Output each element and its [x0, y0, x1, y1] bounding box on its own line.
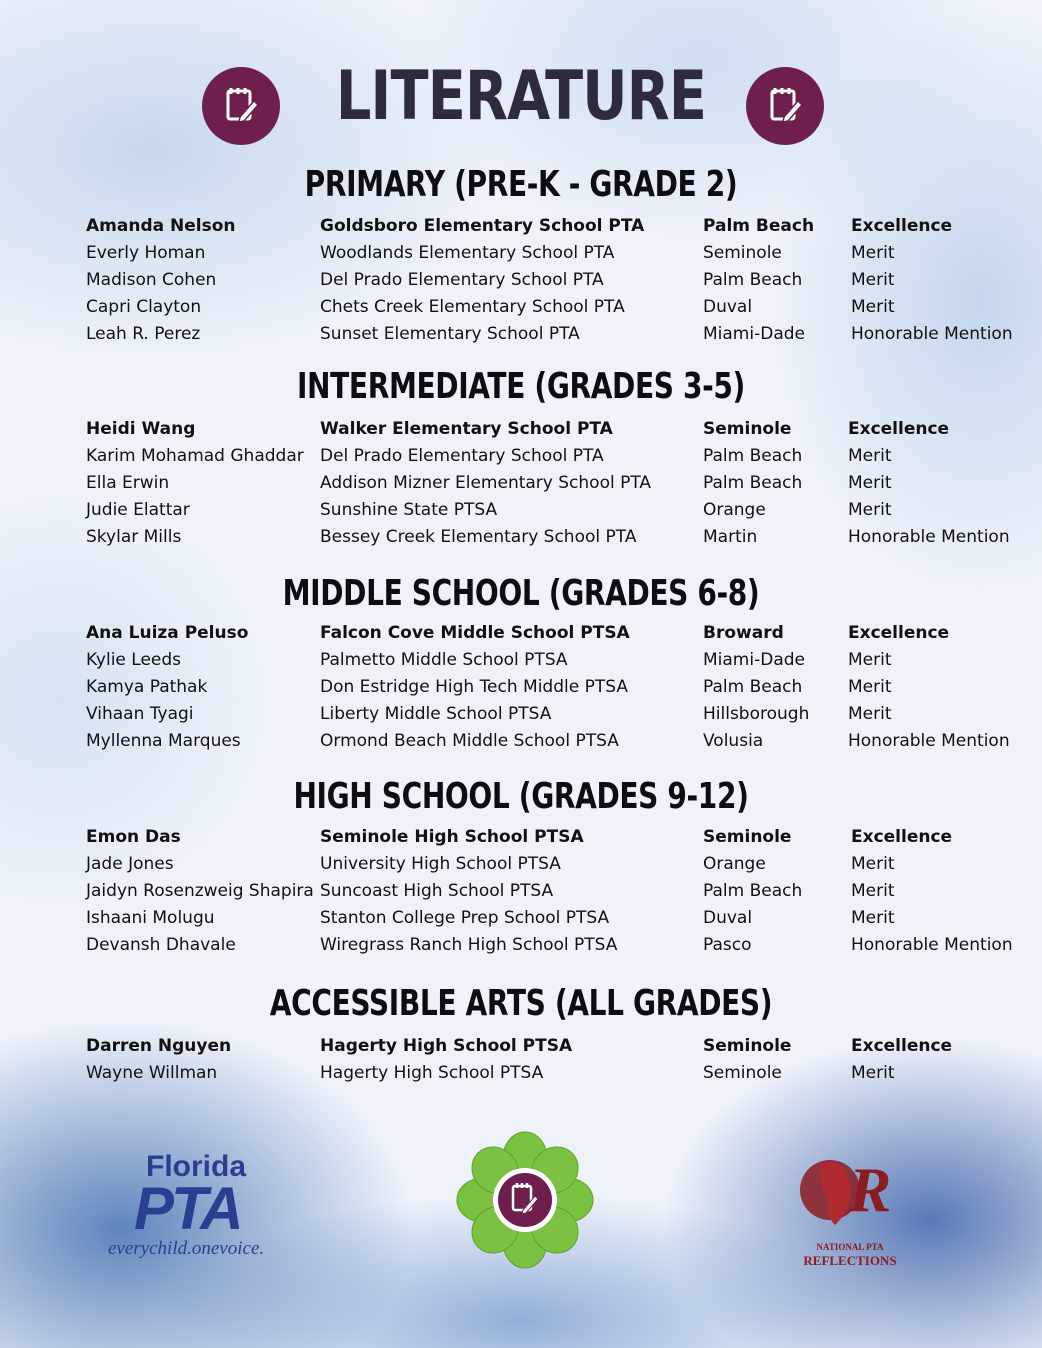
county: Orange: [703, 854, 766, 874]
student-name: Capri Clayton: [86, 297, 202, 317]
award-list: [0, 1033, 1042, 1087]
award-list: [0, 416, 1042, 551]
school-name: Del Prado Elementary School PTA: [320, 270, 604, 290]
award: Merit: [851, 1063, 895, 1083]
school-name: Walker Elementary School PTA: [320, 419, 613, 439]
award: Merit: [851, 908, 895, 928]
table-row: [0, 701, 1042, 728]
reflections-logo: [790, 1145, 920, 1275]
school-name: Liberty Middle School PTSA: [320, 704, 552, 724]
section-heading: PRIMARY (PRE-K - GRADE 2): [304, 164, 738, 205]
award: Merit: [848, 677, 892, 697]
student-name: Madison Cohen: [86, 270, 217, 290]
section-heading: MIDDLE SCHOOL (GRADES 6-8): [282, 573, 760, 614]
award: Merit: [851, 297, 895, 317]
school-name: Hagerty High School PTSA: [320, 1036, 573, 1056]
student-name: Karim Mohamad Ghaddar: [86, 446, 304, 466]
award: Merit: [848, 446, 892, 466]
school-name: Hagerty High School PTSA: [320, 1063, 544, 1083]
school-name: Bessey Creek Elementary School PTA: [320, 527, 637, 547]
county: Broward: [703, 623, 784, 643]
county: Seminole: [703, 1036, 792, 1056]
award: Honorable Mention: [848, 731, 1010, 751]
student-name: Skylar Mills: [86, 527, 182, 547]
county: Palm Beach: [703, 677, 803, 697]
student-name: Vihaan Tyagi: [86, 704, 194, 724]
notepad-pencil-icon: [746, 67, 824, 145]
school-name: Palmetto Middle School PTSA: [320, 650, 568, 670]
award: Excellence: [851, 827, 953, 847]
table-row: [0, 443, 1042, 470]
table-row: [0, 267, 1042, 294]
table-row: [0, 674, 1042, 701]
award-list: [0, 620, 1042, 755]
table-row: [0, 824, 1042, 851]
school-name: Suncoast High School PTSA: [320, 881, 554, 901]
student-name: Wayne Willman: [86, 1063, 218, 1083]
reflections-letter: R: [848, 1154, 892, 1225]
school-name: Woodlands Elementary School PTA: [320, 243, 615, 263]
table-row: [0, 240, 1042, 267]
county: Miami-Dade: [703, 324, 805, 344]
award: Excellence: [851, 216, 953, 236]
award: Merit: [848, 473, 892, 493]
table-row: [0, 416, 1042, 443]
award: Honorable Mention: [848, 527, 1010, 547]
award: Honorable Mention: [851, 324, 1013, 344]
county: Palm Beach: [703, 216, 815, 236]
county: Palm Beach: [703, 446, 803, 466]
county: Volusia: [703, 731, 764, 751]
school-name: Stanton College Prep School PTSA: [320, 908, 610, 928]
table-row: [0, 728, 1042, 755]
county: Pasco: [703, 935, 752, 955]
school-name: Falcon Cove Middle School PTSA: [320, 623, 630, 643]
student-name: Devansh Dhavale: [86, 935, 236, 955]
school-name: Ormond Beach Middle School PTSA: [320, 731, 619, 751]
award: Honorable Mention: [851, 935, 1013, 955]
award: Merit: [848, 500, 892, 520]
student-name: Judie Elattar: [86, 500, 190, 520]
award: Merit: [848, 704, 892, 724]
school-name: Wiregrass Ranch High School PTSA: [320, 935, 618, 955]
school-name: University High School PTSA: [320, 854, 561, 874]
county: Orange: [703, 500, 766, 520]
table-row: [0, 647, 1042, 674]
student-name: Heidi Wang: [86, 419, 196, 439]
florida-pta-logo-word: Florida: [146, 1150, 247, 1183]
award: Merit: [851, 881, 895, 901]
title-row: [0, 55, 1042, 145]
section-heading: ACCESSIBLE ARTS (ALL GRADES): [269, 983, 773, 1024]
student-name: Jade Jones: [86, 854, 174, 874]
student-name: Ishaani Molugu: [86, 908, 215, 928]
table-row: [0, 470, 1042, 497]
florida-pta-logo-tagline: everychild.onevoice.: [108, 1238, 265, 1259]
student-name: Amanda Nelson: [86, 216, 236, 236]
flower-notepad-icon: [455, 1130, 595, 1270]
table-row: [0, 620, 1042, 647]
table-row: [0, 321, 1042, 348]
table-row: [0, 497, 1042, 524]
student-name: Kamya Pathak: [86, 677, 208, 697]
award: Merit: [851, 270, 895, 290]
reflections-line1: NATIONAL PTA: [816, 1242, 884, 1252]
student-name: Darren Nguyen: [86, 1036, 232, 1056]
school-name: Goldsboro Elementary School PTA: [320, 216, 645, 236]
school-name: Sunshine State PTSA: [320, 500, 498, 520]
florida-pta-logo: [108, 1150, 318, 1270]
award: Merit: [851, 854, 895, 874]
school-name: Chets Creek Elementary School PTA: [320, 297, 625, 317]
table-row: [0, 213, 1042, 240]
section-heading: INTERMEDIATE (GRADES 3-5): [296, 366, 745, 407]
school-name: Sunset Elementary School PTA: [320, 324, 580, 344]
county: Seminole: [703, 827, 792, 847]
award-list: [0, 824, 1042, 959]
county: Palm Beach: [703, 473, 803, 493]
reflections-line2: REFLECTIONS: [803, 1253, 897, 1268]
award: Excellence: [851, 1036, 953, 1056]
table-row: [0, 932, 1042, 959]
award: Merit: [848, 650, 892, 670]
county: Palm Beach: [703, 881, 803, 901]
award-list: [0, 213, 1042, 348]
county: Seminole: [703, 419, 792, 439]
table-row: [0, 294, 1042, 321]
student-name: Ana Luiza Peluso: [86, 623, 249, 643]
student-name: Ella Erwin: [86, 473, 170, 493]
county: Hillsborough: [703, 704, 810, 724]
county: Duval: [703, 297, 753, 317]
table-row: [0, 851, 1042, 878]
county: Miami-Dade: [703, 650, 805, 670]
county: Seminole: [703, 243, 782, 263]
county: Duval: [703, 908, 753, 928]
school-name: Don Estridge High Tech Middle PTSA: [320, 677, 628, 697]
award: Excellence: [848, 419, 950, 439]
table-row: [0, 1033, 1042, 1060]
table-row: [0, 905, 1042, 932]
table-row: [0, 524, 1042, 551]
county: Palm Beach: [703, 270, 803, 290]
student-name: Leah R. Perez: [86, 324, 201, 344]
award: Excellence: [848, 623, 950, 643]
student-name: Kylie Leeds: [86, 650, 182, 670]
student-name: Myllenna Marques: [86, 731, 241, 751]
school-name: Del Prado Elementary School PTA: [320, 446, 604, 466]
florida-pta-logo-mark: PTA: [134, 1175, 241, 1242]
table-row: [0, 878, 1042, 905]
page-title: LITERATURE: [335, 57, 707, 136]
table-row: [0, 1060, 1042, 1087]
student-name: Emon Das: [86, 827, 181, 847]
student-name: Jaidyn Rosenzweig Shapira: [86, 881, 314, 901]
school-name: Seminole High School PTSA: [320, 827, 584, 847]
county: Seminole: [703, 1063, 782, 1083]
section-heading: HIGH SCHOOL (GRADES 9-12): [293, 776, 749, 817]
county: Martin: [703, 527, 758, 547]
award: Merit: [851, 243, 895, 263]
student-name: Everly Homan: [86, 243, 206, 263]
school-name: Addison Mizner Elementary School PTA: [320, 473, 652, 493]
